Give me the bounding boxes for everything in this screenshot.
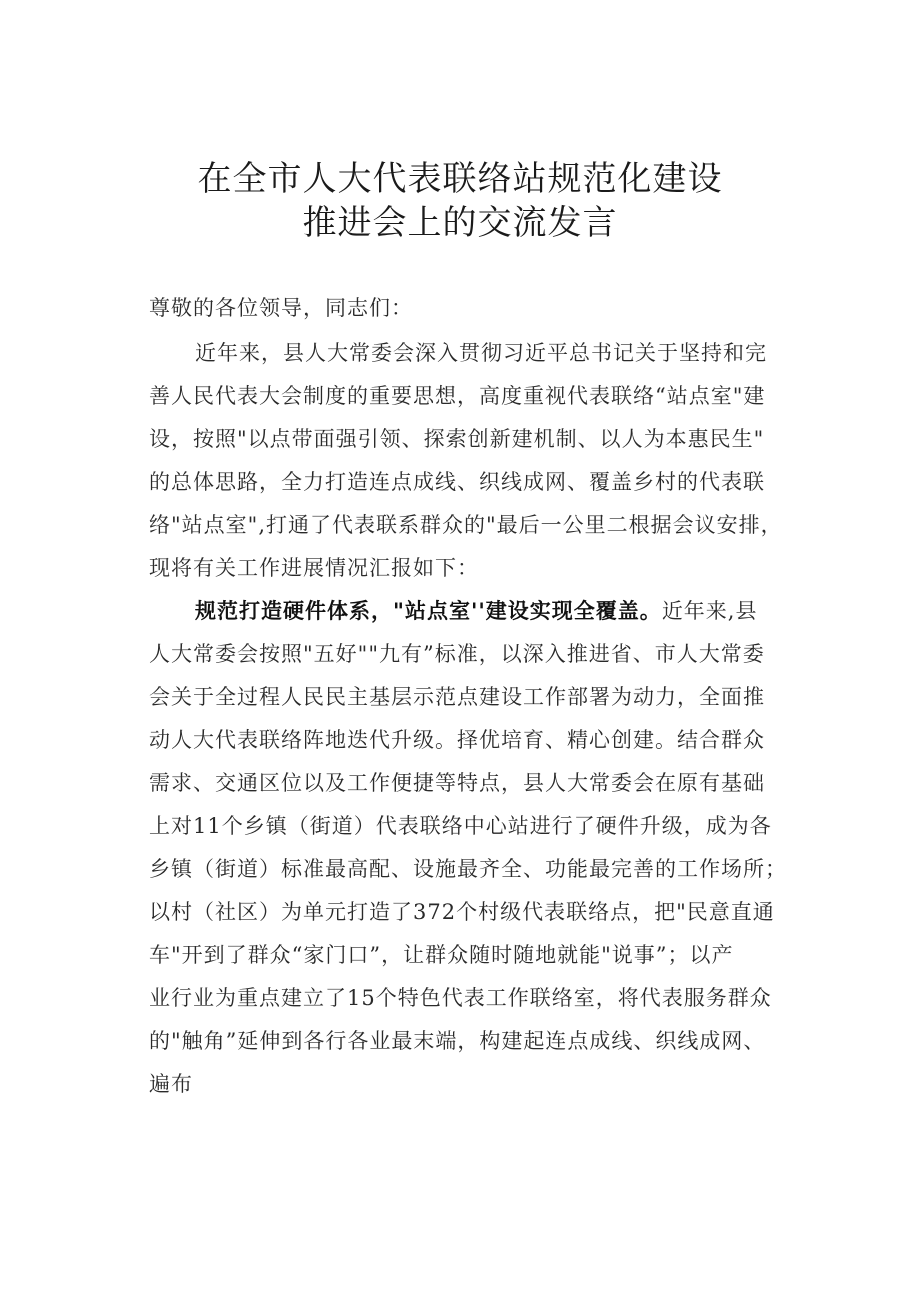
paragraph-line: 络"站点室",打通了代表联系群众的"最后一公里二根据会议安排，: [149, 513, 783, 537]
paragraph-line: 动人大代表联络阵地迭代升级。择优培育、精心创建。结合群众: [149, 728, 765, 752]
paragraph-line: 车"开到了群众“家门口”，让群众随时随地就能"说事”；以产: [149, 943, 734, 967]
paragraph-line: 的总体思路，全力打造连点成线、织线成网、覆盖乡村的代表联: [149, 470, 765, 494]
document-title-line-2: 推进会上的交流发言: [302, 203, 618, 243]
paragraph-line: 乡镇（街道）标准最高配、设施最齐全、功能最完善的工作场所；: [149, 857, 787, 881]
paragraph-line: 设，按照"以点带面强引领、探索创新建机制、以人为本惠民生": [149, 427, 765, 451]
paragraph-line: 会关于全过程人民民主基层示范点建设工作部署为动力，全面推: [149, 685, 765, 709]
paragraph-line: 善人民代表大会制度的重要思想，高度重视代表联络“站点室"建: [149, 384, 766, 408]
paragraph-line: 近年来，县人大常委会深入贯彻习近平总书记关于坚持和完: [195, 341, 767, 365]
paragraph-first-line: [195, 596, 758, 626]
paragraph-line-rest: 近年来,县: [661, 599, 758, 623]
document-title-line-1: 在全市人大代表联络站规范化建设: [197, 159, 723, 199]
paragraph-line: 现将有关工作进展情况汇报如下：: [149, 556, 479, 580]
section-heading: 规范打造硬件体系，"站点室''建设实现全覆盖。: [195, 598, 662, 623]
paragraph-line: 需求、交通区位以及工作便捷等特点，县人大常委会在原有基础: [149, 771, 765, 795]
paragraph-line: 人大常委会按照"五好""九有”标准，以深入推进省、市人大常委: [149, 642, 765, 666]
salutation: 尊敬的各位领导，同志们：: [149, 296, 413, 320]
paragraph-line: 的"触角”延伸到各行各业最末端，构建起连点成线、织线成网、: [149, 1029, 766, 1053]
paragraph-line: 遍布: [149, 1072, 193, 1096]
paragraph-line: 业行业为重点建立了15个特色代表工作联络室，将代表服务群众: [149, 986, 772, 1010]
paragraph-line: 以村（社区）为单元打造了372个村级代表联络点，把"民意直通: [149, 900, 775, 924]
paragraph-line: 上对11个乡镇（街道）代表联络中心站进行了硬件升级，成为各: [149, 814, 772, 838]
